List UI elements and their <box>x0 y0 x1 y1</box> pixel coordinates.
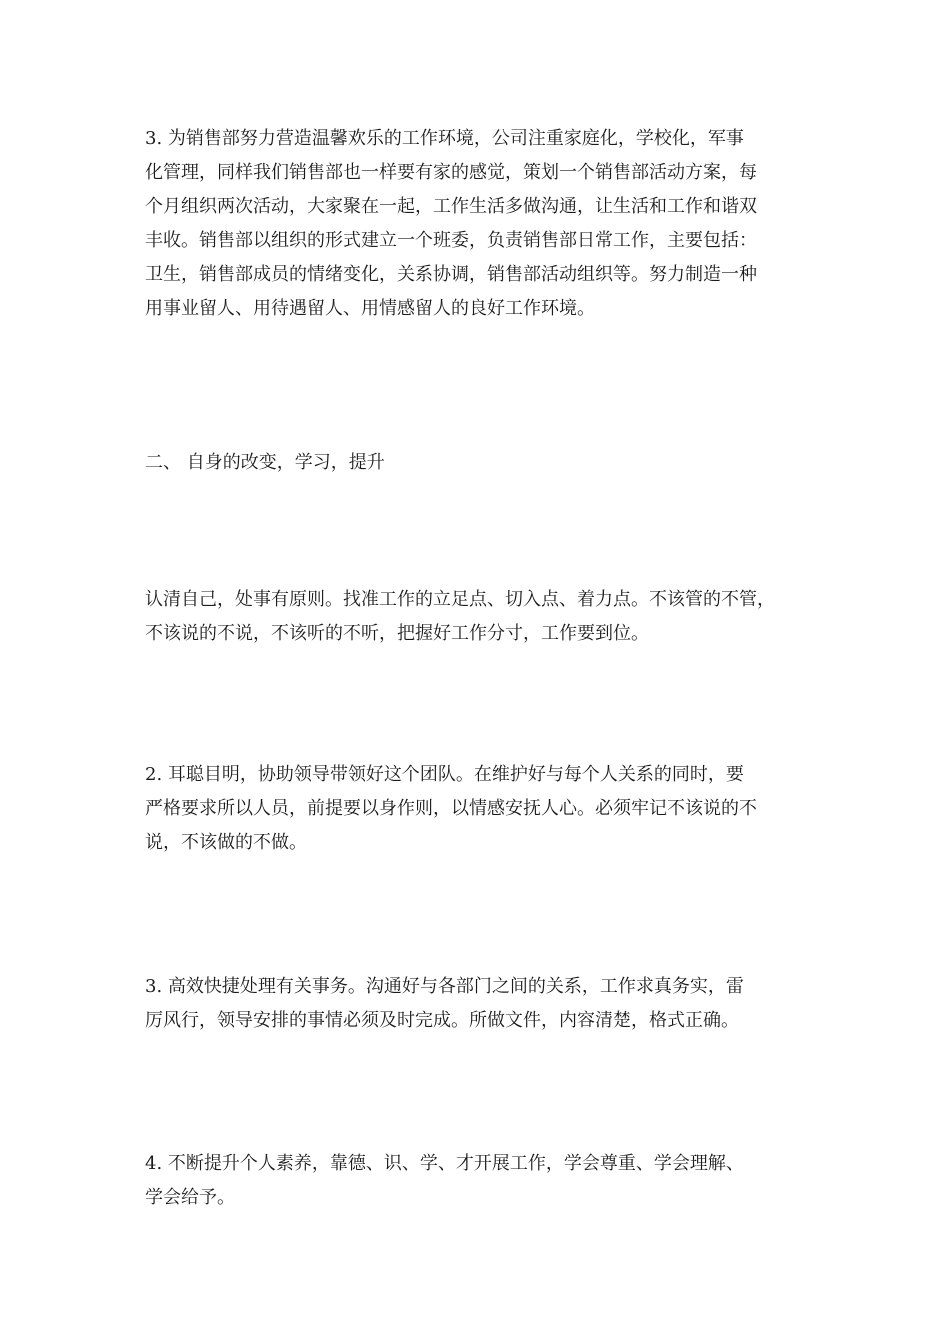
text-line: 个月组织两次活动，大家聚在一起，工作生活多做沟通，让生活和工作和谐双 <box>145 196 757 217</box>
section-heading-text: 二、 自身的改变，学习，提升 <box>145 452 385 473</box>
text-line: 2. 耳聪目明，协助领导带领好这个团队。在维护好与每个人关系的同时，要 <box>145 764 744 785</box>
section-heading <box>145 446 805 480</box>
text-line: 3. 高效快捷处理有关事务。沟通好与各部门之间的关系，工作求真务实，雷 <box>145 976 744 997</box>
text-line: 不该说的不说，不该听的不听，把握好工作分寸，工作要到位。 <box>145 623 649 644</box>
paragraph-self-awareness <box>145 583 805 651</box>
paragraph-work-environment <box>145 122 805 326</box>
text-line: 卫生，销售部成员的情绪变化，关系协调，销售部活动组织等。努力制造一种 <box>145 264 757 285</box>
text-line: 严格要求所以人员，前提要以身作则，以情感安抚人心。必须牢记不该说的不 <box>145 798 757 819</box>
text-line: 丰收。销售部以组织的形式建立一个班委，负责销售部日常工作，主要包括： <box>145 230 757 251</box>
text-line: 说，不该做的不做。 <box>145 832 307 853</box>
text-line: 用事业留人、用待遇留人、用情感留人的良好工作环境。 <box>145 298 595 319</box>
paragraph-assist-leader <box>145 758 805 860</box>
text-line: 认清自己，处事有原则。找准工作的立足点、切入点、着力点。不该管的不管， <box>145 589 775 610</box>
text-line: 4. 不断提升个人素养，靠德、识、学、才开展工作，学会尊重、学会理解、 <box>145 1153 744 1174</box>
text-line: 厉风行，领导安排的事情必须及时完成。所做文件，内容清楚，格式正确。 <box>145 1010 739 1031</box>
paragraph-efficiency <box>145 970 805 1038</box>
text-line: 化管理，同样我们销售部也一样要有家的感觉，策划一个销售部活动方案，每 <box>145 162 757 183</box>
text-line: 学会给予。 <box>145 1187 235 1208</box>
text-line: 3. 为销售部努力营造温馨欢乐的工作环境，公司注重家庭化，学校化，军事 <box>145 128 744 149</box>
paragraph-self-improvement <box>145 1147 805 1215</box>
